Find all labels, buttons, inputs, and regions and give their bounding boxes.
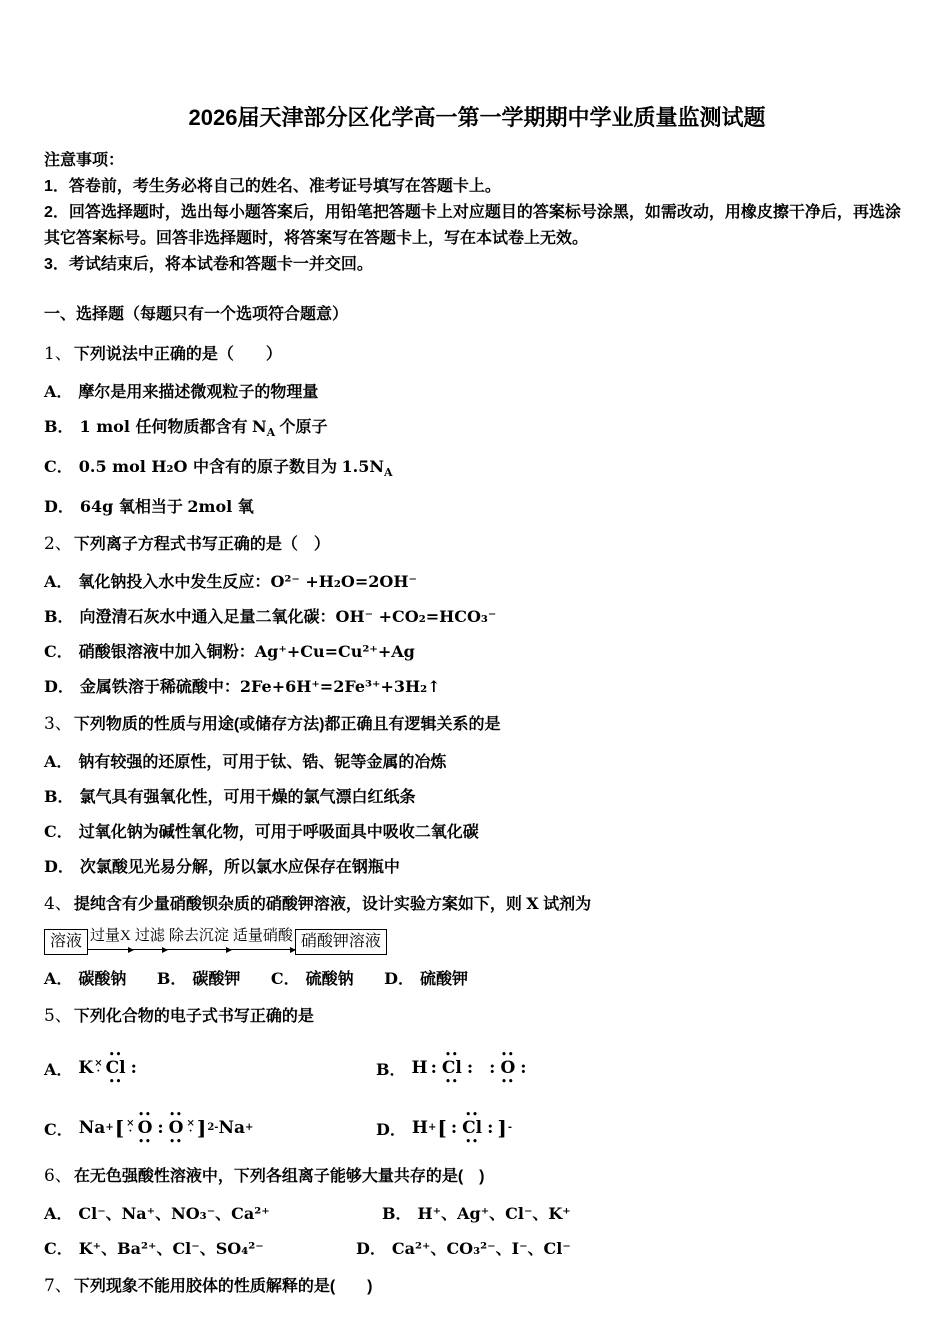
electron-pair-colon: : [466, 1058, 474, 1079]
question-1-text: 下列说法中正确的是（ ） [73, 346, 282, 363]
question-4-option-d [384, 971, 468, 988]
subscript: A [383, 466, 393, 480]
lewis-formula-hclo [412, 1051, 530, 1086]
charge-minus: - [507, 1122, 512, 1134]
atom-symbol: Cl [462, 1117, 483, 1138]
bracket-right: ] [497, 1116, 507, 1141]
flow-step-label: 适量硝酸 [232, 928, 293, 945]
x-mark: × [126, 1118, 135, 1130]
formula-fragment: 64g [79, 497, 119, 517]
option-label: B． [376, 1059, 406, 1079]
question-7-number: 7、 [44, 1276, 72, 1297]
option-label: D． [384, 969, 414, 989]
question-7-text: 下列现象不能用胶体的性质解释的是( ) [73, 1278, 373, 1296]
option-label: A． [44, 1059, 73, 1079]
question-5-number: 5、 [44, 1006, 72, 1027]
flow-arrow [231, 944, 295, 950]
atom-symbol: O [168, 1117, 184, 1138]
option-label: B． [156, 969, 187, 989]
option-label: B． [44, 607, 74, 627]
option-text: 氧化钠投入水中发生反应： [78, 574, 271, 592]
question-2-option-b [44, 606, 910, 628]
electron-x-dot-stack [126, 1120, 134, 1136]
question-1-option-c [44, 456, 910, 483]
lewis-atom-cl [440, 1051, 464, 1086]
bracket-left: [ [437, 1116, 447, 1141]
question-7-stem [44, 1273, 910, 1300]
option-label: B． [44, 417, 74, 436]
question-3-stem [44, 711, 910, 738]
reagent-x-symbol: X [526, 894, 539, 914]
question-2-stem [44, 531, 910, 558]
electron-dots-above: •• [501, 1049, 515, 1060]
question-1-stem [44, 341, 910, 368]
notice-item-1: 1．答卷前，考生务必将自己的姓名、准考证号填写在答题卡上。 [44, 178, 501, 195]
option-text: 金属铁溶于稀硫酸中： [79, 679, 240, 697]
option-label: D． [44, 857, 74, 877]
option-text: 个原子 [275, 419, 328, 436]
electron-pair-colon: : [489, 1058, 496, 1079]
question-3-text: 下列物质的性质与用途(或储存方法)都正确且有逻辑关系的是 [73, 716, 501, 734]
option-label: A． [44, 382, 73, 401]
question-5-text: 下列化合物的电子式书写正确的是 [73, 1008, 314, 1026]
ionic-equation: OH⁻ +CO₂=HCO₃⁻ [335, 607, 497, 627]
question-3-option-a [44, 751, 910, 773]
electron-pair-colon: : [157, 1118, 164, 1139]
question-1-option-d [44, 496, 910, 518]
electron-dots-above: •• [169, 1109, 183, 1120]
charge-plus: + [245, 1122, 254, 1134]
electron-pair-colon: : [450, 1118, 458, 1139]
section-heading: 一、选择题（每题只有一个选项符合题意） [44, 306, 349, 323]
question-5-option-a [44, 1051, 376, 1086]
option-label: A． [44, 1204, 73, 1224]
question-4-number: 4、 [44, 894, 72, 915]
electron-dots-below: •• [108, 1076, 123, 1087]
ionic-equation: 2Fe+6H⁺=2Fe³⁺+3H₂↑ [239, 677, 441, 697]
question-6-options-row-2 [44, 1238, 910, 1260]
ion-list: K⁺、Ba²⁺、Cl⁻、SO₄²⁻ [78, 1239, 264, 1259]
option-label: C． [44, 457, 73, 477]
lewis-atom-o [498, 1051, 517, 1086]
question-4-text: 试剂为 [538, 896, 592, 914]
electron-dots-above: •• [108, 1049, 123, 1060]
option-label: B． [44, 787, 74, 807]
option-text: 摩尔是用来描述微观粒子的物理量 [78, 384, 319, 401]
flow-box-end: 硝酸钾溶液 [295, 929, 387, 955]
lewis-atom-o [136, 1111, 155, 1146]
dot-mark: · [96, 1066, 101, 1078]
option-text: 任何物质都含有 [135, 419, 252, 436]
question-4-option-b [157, 971, 241, 988]
question-4-option-c [271, 971, 354, 988]
charge-two-minus: 2- [207, 1122, 219, 1134]
question-5-options-row-1 [44, 1046, 910, 1090]
option-label: D． [376, 1119, 406, 1139]
option-label: C． [270, 969, 300, 989]
question-6-option-a [44, 1203, 382, 1225]
option-label: D． [44, 497, 74, 517]
option-label: D． [356, 1239, 386, 1259]
atom-symbol: O [137, 1117, 153, 1138]
electron-pair-colon: : [487, 1118, 494, 1139]
option-text: 钠有较强的还原性，可用于钛、锆、铌等金属的冶炼 [78, 754, 447, 772]
option-label: C． [44, 1239, 73, 1259]
option-label: C． [44, 1119, 73, 1139]
question-1-option-a [44, 381, 910, 403]
question-5-option-b [376, 1051, 530, 1086]
option-text: 硝酸银溶液中加入铜粉： [78, 644, 255, 662]
question-4-stem [44, 891, 910, 918]
question-6-number: 6、 [44, 1166, 72, 1187]
flow-arrow [167, 944, 231, 950]
avogadro-symbol: $N_A$ [251, 417, 276, 440]
flow-arrow [88, 944, 133, 950]
electron-dots-below: •• [501, 1076, 515, 1087]
question-2-number: 2、 [44, 534, 72, 555]
dot-mark: · [128, 1126, 133, 1138]
option-text: 硫酸钠 [305, 971, 354, 989]
lewis-atom-cl [460, 1111, 484, 1146]
atom-symbol: Cl [105, 1057, 126, 1078]
x-mark: × [186, 1118, 195, 1130]
electron-dots-above: •• [445, 1049, 459, 1060]
option-text: 碳酸钾 [192, 971, 241, 989]
electron-pair-colon: : [130, 1058, 137, 1079]
electron-pair-colon: : [520, 1058, 527, 1079]
electron-dots-below: •• [445, 1076, 459, 1087]
question-3-option-c [44, 821, 910, 843]
flow-step-4 [231, 928, 295, 950]
question-3-option-b [44, 786, 910, 808]
question-3-number: 3、 [44, 714, 72, 735]
question-4-options [44, 968, 910, 990]
option-text: 碳酸钠 [78, 971, 127, 989]
question-3-option-d [44, 856, 910, 878]
option-text: 硫酸钾 [420, 971, 469, 989]
lewis-atom-o [167, 1111, 186, 1146]
question-6-stem [44, 1163, 910, 1190]
ionic-equation: O²⁻ +H₂O=2OH⁻ [270, 572, 417, 592]
option-text: 氯气具有强氧化性，可用干燥的氯气漂白红纸条 [79, 789, 416, 807]
charge-plus: + [427, 1122, 437, 1134]
lewis-atom-h: H [411, 1058, 428, 1079]
option-label: C． [44, 642, 73, 662]
electron-dots-above: •• [138, 1109, 152, 1120]
atom-symbol: O [500, 1057, 516, 1078]
flow-step-2 [133, 928, 167, 950]
question-2-text: 下列离子方程式书写正确的是（ ） [73, 536, 330, 554]
electron-dots-above: •• [465, 1109, 479, 1120]
lewis-atom-k: K [78, 1058, 94, 1079]
question-2-option-d [44, 676, 910, 698]
atom-symbol: Cl [441, 1057, 462, 1078]
lewis-formula-na2o2 [79, 1111, 254, 1146]
question-6-option-d [356, 1241, 571, 1258]
question-6-options-row-1 [44, 1203, 910, 1225]
flow-box-start: 溶液 [44, 929, 88, 955]
lewis-atom-na: Na [218, 1118, 245, 1139]
flow-step-label: 过滤 [134, 928, 165, 945]
flow-step-label: 除去沉淀 [168, 928, 229, 945]
ion-list: H⁺、Ag⁺、Cl⁻、K⁺ [417, 1204, 571, 1224]
electron-dots-below: •• [169, 1136, 183, 1147]
option-text: 次氯酸见光易分解，所以氯水应保存在钢瓶中 [79, 859, 400, 877]
question-1-option-b [44, 416, 910, 443]
question-4-option-a [44, 971, 126, 988]
question-2-option-c [44, 641, 910, 663]
electron-pair-colon: : [430, 1058, 437, 1079]
option-text: 过氧化钠为碱性氧化物，可用于呼吸面具中吸收二氧化碳 [78, 824, 479, 842]
option-text: 氧 [237, 499, 254, 517]
flow-arrow [133, 944, 167, 950]
x-mark: × [94, 1058, 103, 1070]
electron-x-dot-stack [186, 1120, 194, 1136]
electron-x-dot-stack [94, 1060, 102, 1076]
question-5-option-d [376, 1111, 512, 1146]
question-5-options-row-2 [44, 1106, 910, 1150]
option-label: C． [44, 822, 73, 842]
electron-dots-below: •• [138, 1136, 152, 1147]
question-5-option-c [44, 1111, 376, 1146]
question-1-number: 1、 [44, 344, 72, 364]
ion-list: Ca²⁺、CO₃²⁻、I⁻、Cl⁻ [391, 1239, 571, 1259]
formula-fragment: 0.5 mol H₂O [78, 457, 194, 477]
subscript: A [266, 426, 276, 440]
option-label: A． [44, 969, 73, 989]
lewis-formula-kcl [78, 1051, 139, 1086]
dot-mark: · [188, 1126, 193, 1138]
notice-item-2: 2．回答选择题时，选出每小题答案后，用铅笔把答题卡上对应题目的答案标号涂黑，如需改动，用橡皮擦干净后，再选涂其它答案标号。回答非选择题时，将答案写在答题卡上，写在本试卷上无效。 [44, 204, 901, 247]
flow-diagram [44, 928, 387, 955]
question-4-text: 提纯含有少量硝酸钡杂质的硝酸钾溶液，设计实验方案如下，则 [73, 896, 527, 914]
question-5-stem [44, 1003, 910, 1030]
notices-block [44, 148, 910, 278]
option-label: B． [382, 1204, 412, 1224]
ionic-equation: Ag⁺+Cu=Cu²⁺+Ag [254, 642, 415, 662]
formula-fragment: 1 mol [79, 417, 136, 436]
flow-step-label: 过量X [90, 928, 131, 945]
lewis-atom-h: H [411, 1118, 428, 1139]
lewis-atom-cl [104, 1051, 128, 1086]
question-2-option-a [44, 571, 910, 593]
formula-fragment: 2mol [187, 497, 238, 517]
charge-plus: + [105, 1122, 114, 1134]
option-text: 向澄清石灰水中通入足量二氧化碳： [79, 609, 336, 627]
bracket-left: [ [114, 1116, 125, 1141]
question-6-option-b [382, 1206, 571, 1223]
question-6-option-c [44, 1238, 356, 1260]
option-label: A． [44, 572, 73, 592]
lewis-atom-na: Na [78, 1118, 106, 1139]
notice-item-3: 3．考试结束后，将本试卷和答题卡一并交回。 [44, 256, 373, 273]
notices-heading: 注意事项： [44, 152, 125, 169]
option-text: 氧相当于 [118, 499, 188, 517]
option-text: 中含有的原子数目为 [193, 459, 342, 477]
avogadro-symbol: $1.5N_A$ [341, 457, 393, 480]
flow-step-3 [167, 928, 231, 950]
question-6-text: 在无色强酸性溶液中，下列各组离子能够大量共存的是( ) [73, 1168, 485, 1186]
electron-dots-below: •• [465, 1136, 479, 1147]
flow-step-1 [88, 928, 133, 950]
bracket-right: ] [196, 1116, 207, 1141]
lewis-formula-hcl [412, 1111, 512, 1146]
option-label: A． [44, 752, 73, 772]
ion-list: Cl⁻、Na⁺、NO₃⁻、Ca²⁺ [78, 1204, 270, 1224]
option-label: D． [44, 677, 74, 697]
page-title: 2026届天津部分区化学高一第一学期期中学业质量监测试题 [188, 105, 766, 130]
